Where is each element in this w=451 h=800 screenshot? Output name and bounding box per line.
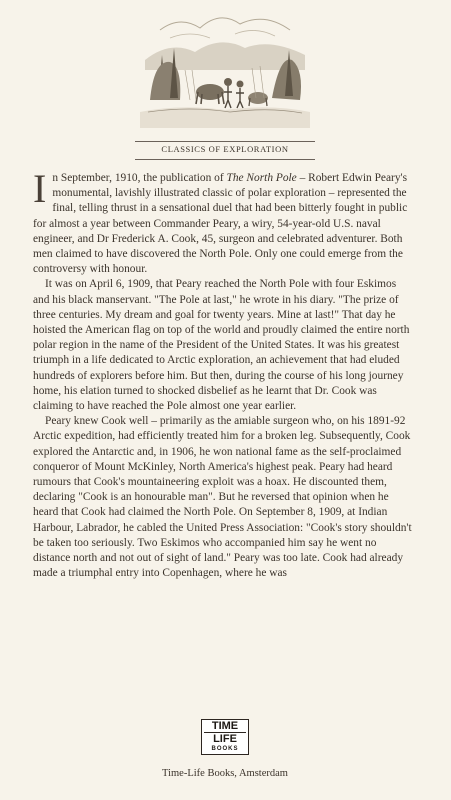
book-title: The North Pole <box>226 172 297 184</box>
logo-books: BOOKS <box>211 746 239 752</box>
paragraph-2: It was on April 6, 1909, that Peary reached the North Pole with four Eskimos and his black manservant. "The Pole at last," he wrote in his diary. "The prize of three centuries. My dream and goal for twenty years. Mine at last!" That day he hoisted the American flag on top of the world and proudly claimed the entire north polar region in the name of the President of the United States. It was his greatest triumph in a life dedicated to Arctic exploration, an achievement that had eluded hundreds of explorers before him. But then, during the course of his long journey home, his elation turned to shocked disbelief as he learnt that Dr. Cook was claiming to have reached the Pole almost one year earlier. <box>33 278 410 413</box>
series-rule-bottom <box>135 159 315 160</box>
blurb-text <box>33 166 413 581</box>
logo-life: LIFE <box>213 733 237 745</box>
logo-time: TIME <box>211 720 239 732</box>
paragraph-1 <box>33 166 413 277</box>
paragraph-1-lead: n September, 1910, the publication of <box>52 172 227 184</box>
paragraph-1-rest: – Robert Edwin Peary's monumental, lavishly illustrated classic of polar exploration – represented the final, telling thrust in a sensational duel that had been bitterly fought in public for almost a year between Commander Peary, a wiry, 54-year-old U.S. naval engineer, and Dr Frederick A. Cook, 45, surgeon and celebrated adventurer. Both men claimed to have discovered the North Pole. Only one could emerge from the controversy with honour. <box>33 172 408 276</box>
time-life-books-logo <box>201 719 249 755</box>
drop-cap: I <box>33 166 47 211</box>
paragraph-3: Peary knew Cook well – primarily as the amiable surgeon who, on his 1891-92 Arctic expedition, had efficiently treated him for a broken leg. Subsequently, Cook explored the Antarctic and, in 1906, he won national fame as the self-proclaimed conqueror of Mount McKinley, North America's highest peak. Peary had heard rumours that Cook's mountaineering exploit was a hoax. He discounted them, declaring "Cook is an honourable man". But he reversed that opinion when he heard that Cook had claimed the North Pole. On September 8, 1909, at Indian Harbour, Labrador, he cabled the United Press Association: "Cook's story shouldn't be taken too seriously. Two Eskimos who accompanied him say he went no distance north and not out of sight of land." Peary was too late. Cook had already made a triumphal entry into Copenhagen, where he was <box>33 415 412 580</box>
publisher-imprint: Time-Life Books, Amsterdam <box>162 768 288 779</box>
explorer-landscape-illustration <box>140 0 310 128</box>
series-title: CLASSICS OF EXPLORATION <box>161 144 289 154</box>
series-rule-top <box>135 141 315 142</box>
